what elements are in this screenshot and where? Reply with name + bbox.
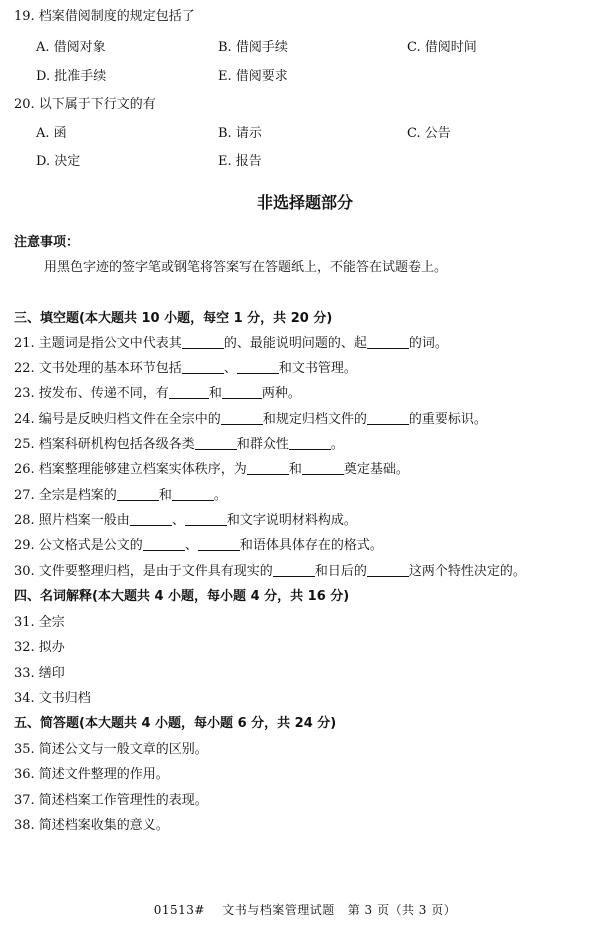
answer-blank[interactable] [273, 575, 315, 577]
q24-part-3: 的重要标识。 [408, 412, 487, 427]
q30-part-1: 30. 文件要整理归档，是由于文件具有现实的 [14, 564, 273, 579]
q20-option-e: E. 报告 [218, 154, 262, 169]
question-30 [14, 564, 526, 580]
question-33: 33. 缮印 [14, 666, 65, 681]
answer-blank[interactable] [182, 347, 224, 349]
section-5-heading: 五、简答题(本大题共 4 小题，每小题 6 分，共 24 分) [14, 716, 337, 731]
question-36: 36. 简述文件整理的作用。 [14, 767, 169, 782]
q21-part-3: 的词。 [408, 336, 448, 351]
section-4-heading: 四、名词解释(本大题共 4 小题，每小题 4 分，共 16 分) [14, 589, 350, 604]
notice-text: 用黑色字迹的签字笔或钢笔将答案写在答题纸上，不能答在试题卷上。 [44, 260, 448, 275]
q26-part-3: 奠定基础。 [343, 462, 409, 477]
question-24 [14, 412, 487, 428]
answer-blank[interactable] [172, 499, 214, 501]
q21-part-2: 的、最能说明问题的、起 [223, 336, 367, 351]
q23-part-1: 23. 按发布、传递不同，有 [14, 386, 169, 401]
answer-blank[interactable] [367, 423, 409, 425]
question-35: 35. 简述公文与一般文章的区别。 [14, 742, 208, 757]
question-20-stem: 20. 以下属于下行文的有 [14, 97, 156, 112]
q19-option-c: C. 借阅时间 [407, 40, 477, 55]
answer-blank[interactable] [221, 423, 263, 425]
q22-part-3: 和文书管理。 [278, 361, 357, 376]
answer-blank[interactable] [198, 549, 240, 551]
answer-blank[interactable] [367, 575, 409, 577]
answer-blank[interactable] [130, 524, 172, 526]
q24-part-1: 24. 编号是反映归档文件在全宗中的 [14, 412, 221, 427]
answer-blank[interactable] [185, 524, 227, 526]
answer-blank[interactable] [222, 397, 262, 399]
q27-part-1: 27. 全宗是档案的 [14, 488, 117, 503]
q22-part-1: 22. 文书处理的基本环节包括 [14, 361, 182, 376]
answer-blank[interactable] [117, 499, 159, 501]
question-23 [14, 386, 301, 402]
q23-part-2: 和 [208, 386, 222, 401]
question-28 [14, 513, 357, 529]
answer-blank[interactable] [367, 347, 409, 349]
q26-part-2: 和 [288, 462, 302, 477]
part-title: 非选择题部分 [256, 193, 353, 212]
q19-option-d: D. 批准手续 [36, 69, 107, 84]
q23-part-3: 两种。 [261, 386, 301, 401]
q29-part-2: 、 [184, 538, 198, 553]
question-21 [14, 336, 448, 352]
q30-part-2: 和日后的 [314, 564, 367, 579]
exam-title: 文书与档案管理试题 [222, 903, 335, 917]
q28-part-2: 、 [171, 513, 185, 528]
q19-option-a: A. 借阅对象 [36, 40, 106, 55]
q22-part-2: 、 [223, 361, 237, 376]
question-25 [14, 437, 344, 453]
answer-blank[interactable] [182, 372, 224, 374]
q20-option-a: A. 函 [36, 126, 67, 141]
q19-option-e: E. 借阅要求 [218, 69, 288, 84]
question-32: 32. 拟办 [14, 640, 65, 655]
q28-part-3: 和文字说明材料构成。 [226, 513, 357, 528]
exam-code: 01513# [153, 903, 205, 917]
question-27 [14, 488, 227, 504]
page-footer [0, 902, 610, 918]
q19-option-b: B. 借阅手续 [218, 40, 288, 55]
q30-part-3: 这两个特性决定的。 [408, 564, 526, 579]
question-31: 31. 全宗 [14, 615, 65, 630]
question-19-stem: 19. 档案借阅制度的规定包括了 [14, 9, 195, 24]
q27-part-3: 。 [213, 488, 227, 503]
answer-blank[interactable] [289, 448, 331, 450]
q26-part-1: 26. 档案整理能够建立档案实体秩序，为 [14, 462, 247, 477]
q25-part-3: 。 [330, 437, 344, 452]
q20-option-d: D. 决定 [36, 154, 81, 169]
q20-option-c: C. 公告 [407, 126, 451, 141]
q29-part-3: 和语体具体存在的格式。 [239, 538, 383, 553]
page-number: 第 3 页（共 3 页） [347, 903, 457, 917]
q21-part-1: 21. 主题词是指公文中代表其 [14, 336, 182, 351]
answer-blank[interactable] [143, 549, 185, 551]
q25-part-1: 25. 档案科研机构包括各级各类 [14, 437, 195, 452]
question-29 [14, 538, 383, 554]
q29-part-1: 29. 公文格式是公文的 [14, 538, 143, 553]
question-22 [14, 361, 357, 377]
q25-part-2: 和群众性 [236, 437, 289, 452]
answer-blank[interactable] [237, 372, 279, 374]
answer-blank[interactable] [195, 448, 237, 450]
question-38: 38. 简述档案收集的意义。 [14, 818, 169, 833]
notice-label: 注意事项： [14, 235, 80, 250]
q20-option-b: B. 请示 [218, 126, 262, 141]
question-37: 37. 简述档案工作管理性的表现。 [14, 793, 208, 808]
answer-blank[interactable] [247, 473, 289, 475]
section-3-heading: 三、填空题(本大题共 10 小题，每空 1 分，共 20 分) [14, 311, 333, 326]
answer-blank[interactable] [302, 473, 344, 475]
question-34: 34. 文书归档 [14, 691, 91, 706]
answer-blank[interactable] [169, 397, 209, 399]
q28-part-1: 28. 照片档案一般由 [14, 513, 130, 528]
q24-part-2: 和规定归档文件的 [262, 412, 367, 427]
question-26 [14, 462, 409, 478]
q27-part-2: 和 [158, 488, 172, 503]
